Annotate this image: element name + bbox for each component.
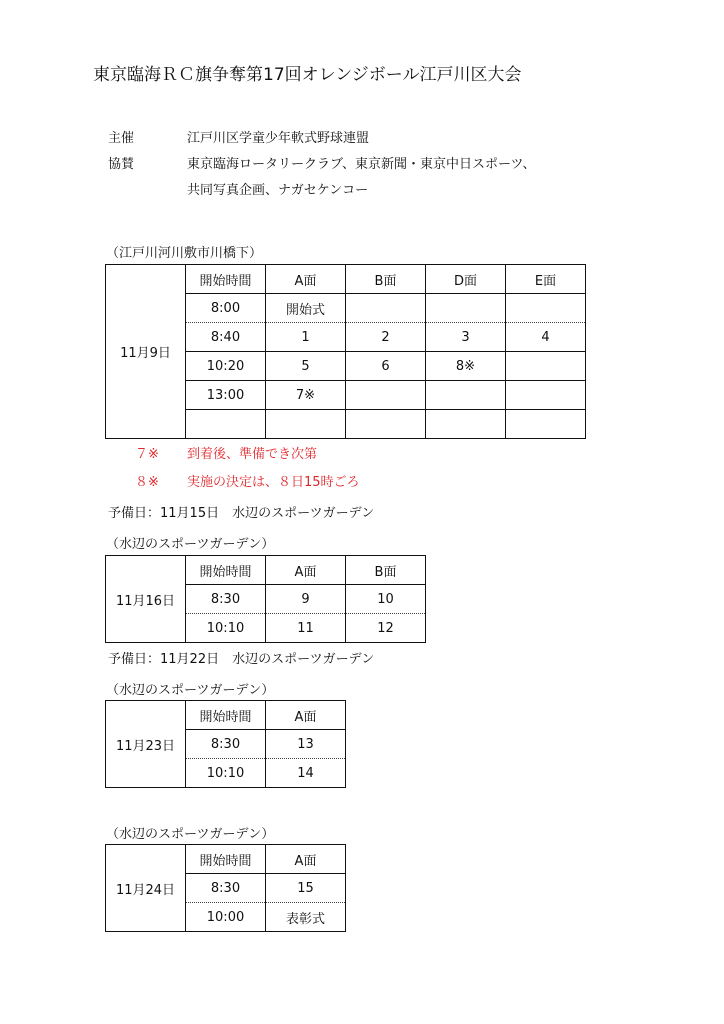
sponsor-line1: 東京臨海ロータリークラブ、東京新聞・東京中日スポーツ、	[187, 157, 536, 172]
time-cell	[186, 410, 266, 439]
header-cell: A面	[266, 265, 346, 294]
time-cell: 8:30	[186, 730, 266, 759]
game-cell: 10	[346, 585, 426, 614]
page-title: 東京臨海ＲＣ旗争奪第17回オレンジボール江戸川区大会	[93, 65, 522, 85]
note-text: 実施の決定は、８日15時ごろ	[187, 475, 360, 490]
header-cell: A面	[266, 556, 346, 585]
game-cell: 5	[266, 352, 346, 381]
game-cell: 1	[266, 323, 346, 352]
date-cell: 11月24日	[106, 845, 186, 932]
date-cell: 11月9日	[106, 265, 186, 439]
schedule-table-3	[105, 700, 346, 788]
note-text: 到着後、準備でき次第	[187, 447, 318, 462]
schedule-table-2	[105, 555, 426, 643]
note-mark: ８※	[135, 475, 159, 490]
game-cell: 8※	[426, 352, 506, 381]
time-cell: 8:30	[186, 874, 266, 903]
game-cell	[346, 410, 426, 439]
game-cell: 3	[426, 323, 506, 352]
game-cell	[506, 352, 586, 381]
game-cell: 表彰式	[266, 903, 346, 932]
time-cell: 8:40	[186, 323, 266, 352]
header-cell: A面	[266, 845, 346, 874]
sponsor-label: 協賛	[108, 157, 135, 172]
game-cell: 2	[346, 323, 426, 352]
time-cell: 10:10	[186, 759, 266, 788]
game-cell	[506, 410, 586, 439]
game-cell: 4	[506, 323, 586, 352]
header-cell: D面	[426, 265, 506, 294]
game-cell: 12	[346, 614, 426, 643]
game-cell: 開始式	[266, 294, 346, 323]
organizer-label: 主催	[108, 131, 135, 146]
header-cell: 開始時間	[186, 845, 266, 874]
game-cell	[346, 294, 426, 323]
game-cell	[346, 381, 426, 410]
date-cell: 11月16日	[106, 556, 186, 643]
time-cell: 10:20	[186, 352, 266, 381]
game-cell: 6	[346, 352, 426, 381]
game-cell: 14	[266, 759, 346, 788]
date-cell: 11月23日	[106, 701, 186, 788]
time-cell: 8:30	[186, 585, 266, 614]
game-cell	[506, 294, 586, 323]
time-cell: 8:00	[186, 294, 266, 323]
game-cell	[426, 294, 506, 323]
time-cell: 10:00	[186, 903, 266, 932]
time-cell: 10:10	[186, 614, 266, 643]
venue-label-1: （江戸川河川敷市川橋下）	[106, 246, 263, 261]
game-cell: 9	[266, 585, 346, 614]
header-cell: A面	[266, 701, 346, 730]
header-cell: B面	[346, 265, 426, 294]
reserve-day-1: 予備日：11月15日 水辺のスポーツガーデン	[108, 506, 375, 521]
venue-label-4: （水辺のスポーツガーデン）	[106, 827, 275, 842]
venue-label-2: （水辺のスポーツガーデン）	[106, 537, 275, 552]
header-cell: 開始時間	[186, 701, 266, 730]
venue-label-3: （水辺のスポーツガーデン）	[106, 683, 275, 698]
sponsor-line2: 共同写真企画、ナガセケンコー	[187, 183, 369, 198]
game-cell: 15	[266, 874, 346, 903]
header-cell: B面	[346, 556, 426, 585]
header-cell: 開始時間	[186, 265, 266, 294]
header-cell: E面	[506, 265, 586, 294]
schedule-table-4	[105, 844, 346, 932]
game-cell	[426, 410, 506, 439]
organizer-value: 江戸川区学童少年軟式野球連盟	[187, 131, 370, 146]
game-cell	[266, 410, 346, 439]
game-cell	[426, 381, 506, 410]
header-cell: 開始時間	[186, 556, 266, 585]
note-mark: ７※	[135, 447, 159, 462]
schedule-table-1	[105, 264, 586, 439]
game-cell: 13	[266, 730, 346, 759]
game-cell: 11	[266, 614, 346, 643]
reserve-day-2: 予備日：11月22日 水辺のスポーツガーデン	[108, 652, 375, 667]
game-cell: 7※	[266, 381, 346, 410]
time-cell: 13:00	[186, 381, 266, 410]
game-cell	[506, 381, 586, 410]
